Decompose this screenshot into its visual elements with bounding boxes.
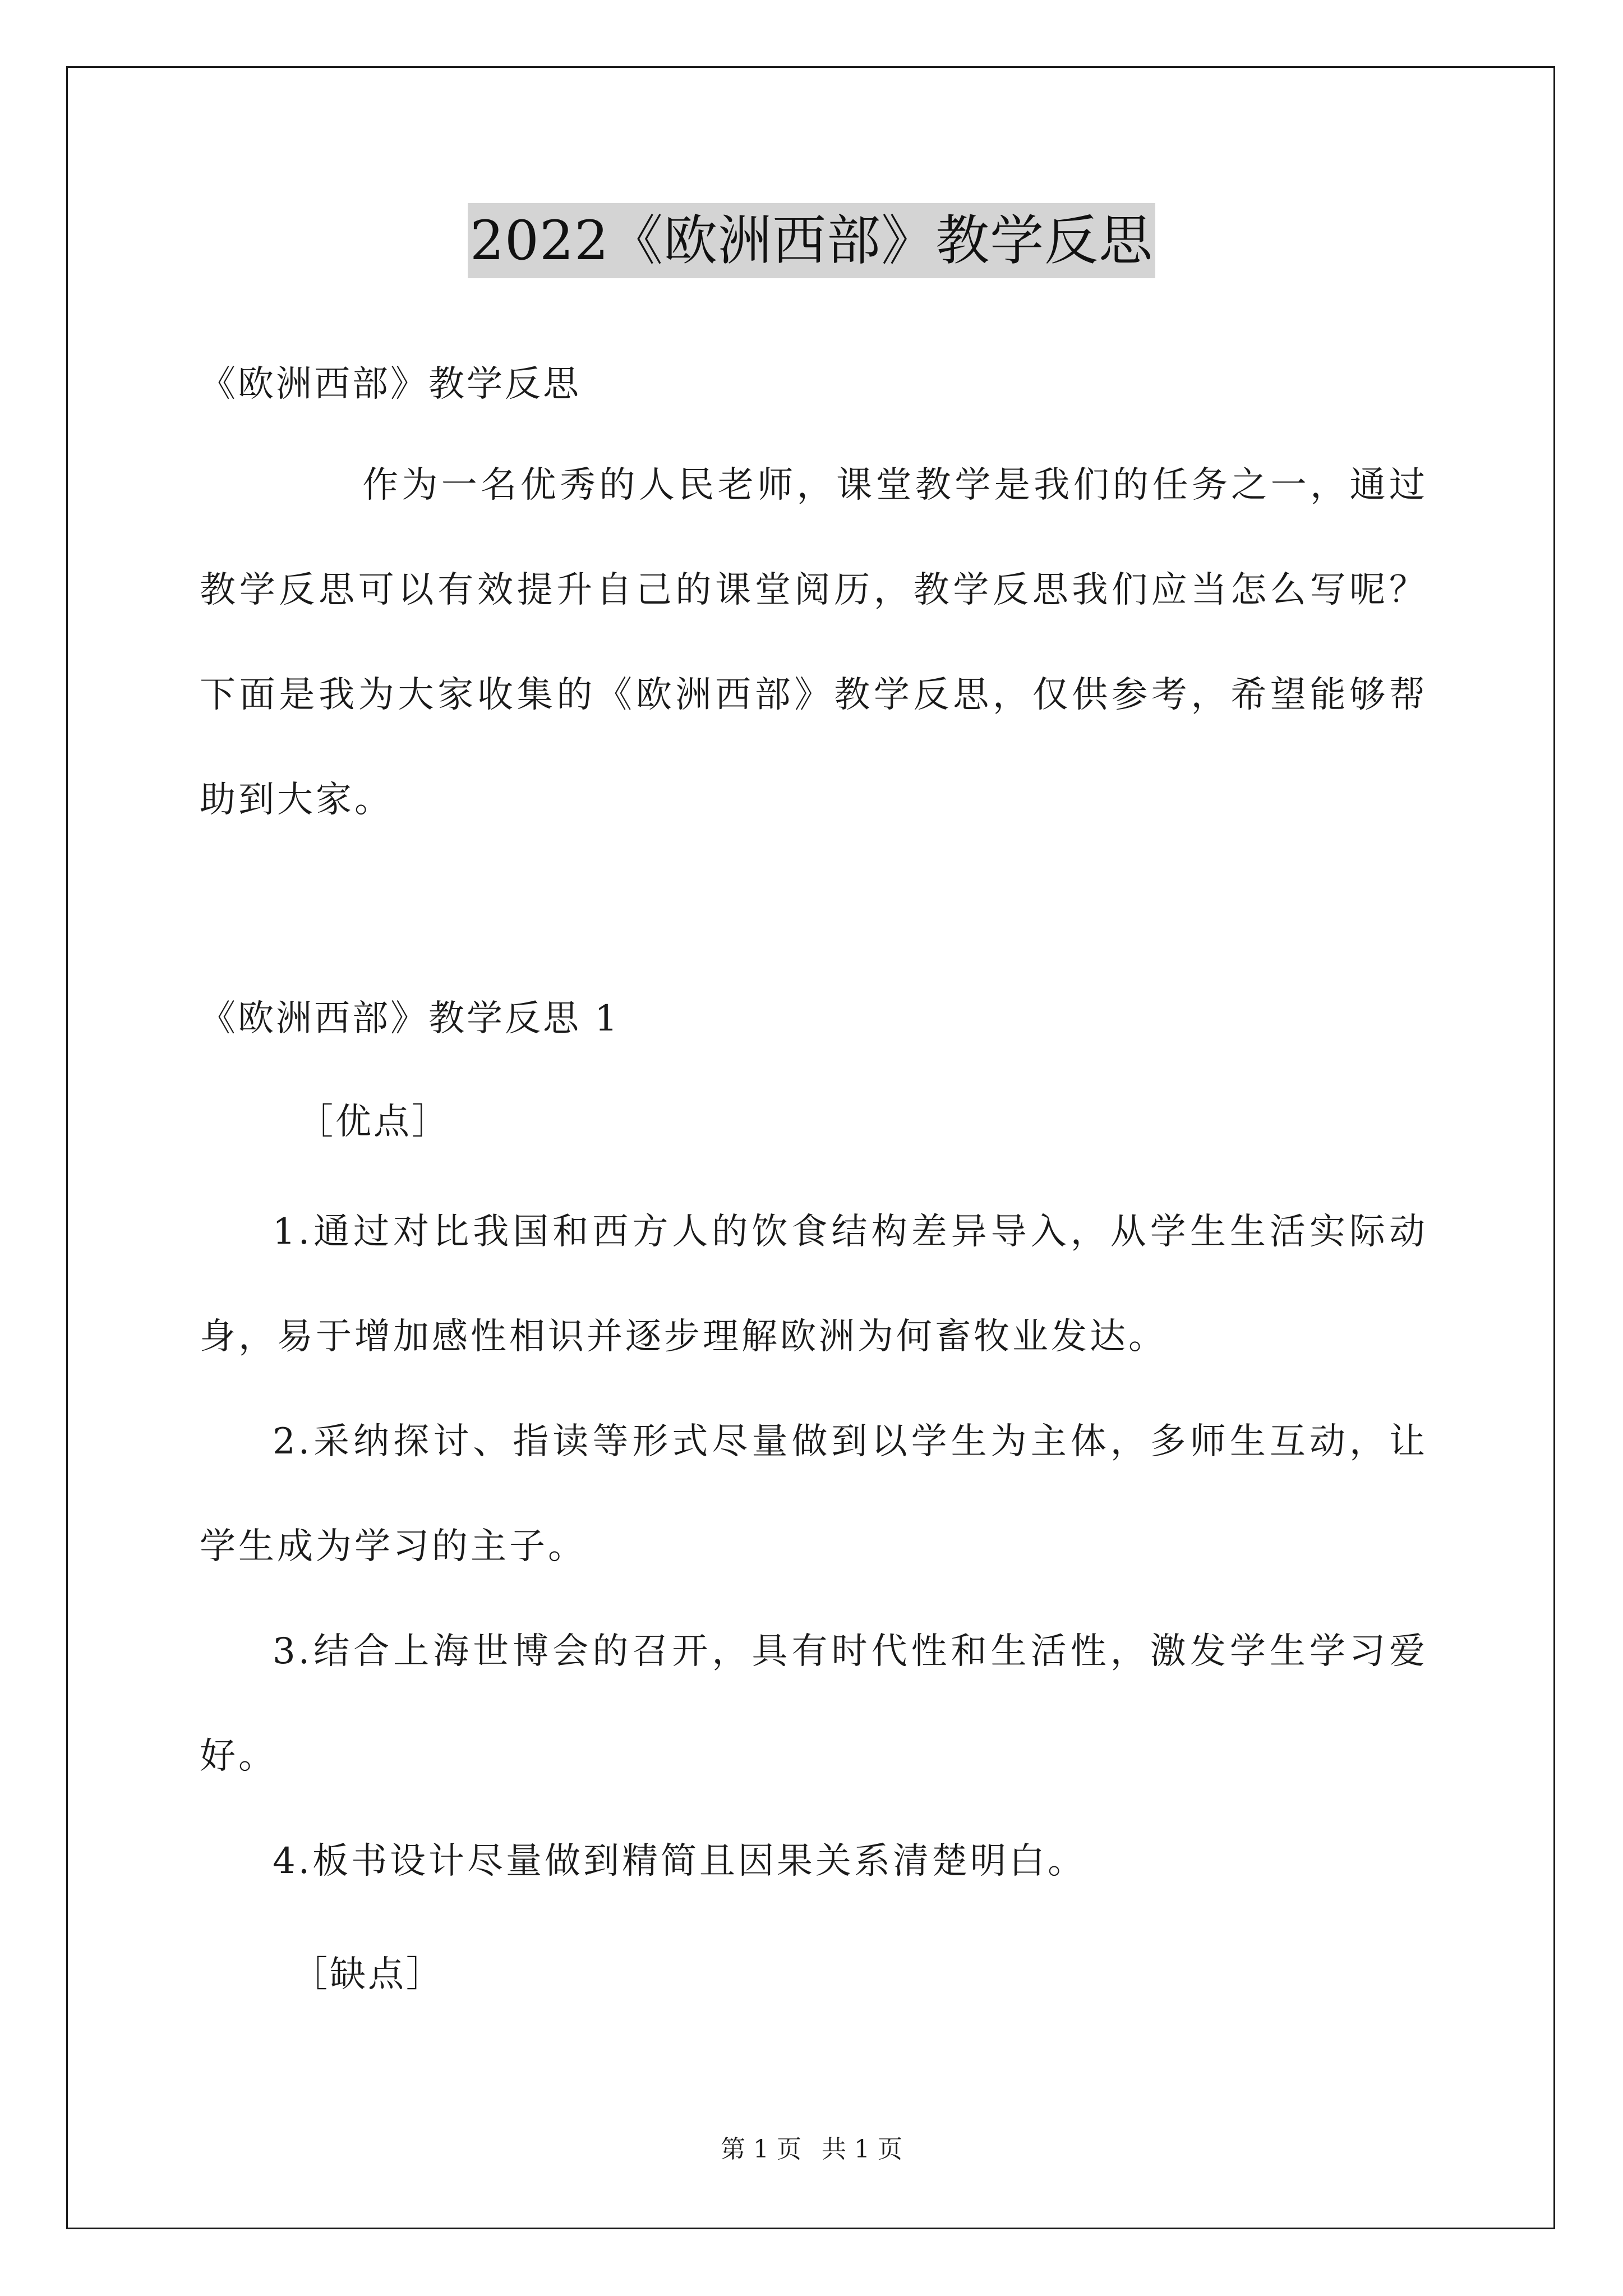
advantage-point-1: 1.通过对比我国和西方人的饮食结构差异导入，从学生生活实际动身，易于增加感性相识并逐步理解欧洲为何畜牧业发达。 <box>200 1211 1428 1358</box>
section-heading: 《欧洲西部》教学反思 1 <box>200 998 620 1039</box>
page-total: 共 1 页 <box>822 2135 902 2164</box>
title-container <box>0 203 1623 278</box>
intro-paragraph: 作为一名优秀的人民老师，课堂教学是我们的任务之一，通过教学反思可以有效提升自己的课堂阅历，教学反思我们应当怎么写呢？下面是我为大家收集的《欧洲西部》教学反思，仅供参考，希望能够帮助到大家。 <box>200 464 1428 821</box>
document-subtitle: 《欧洲西部》教学反思 <box>200 364 581 405</box>
document-title: 2022《欧洲西部》教学反思 <box>468 203 1155 278</box>
advantage-point-2: 2.采纳探讨、指读等形式尽量做到以学生为主体，多师生互动，让学生成为学习的主子。 <box>200 1421 1428 1567</box>
page-footer <box>0 2129 1623 2165</box>
advantage-point-3: 3.结合上海世博会的召开，具有时代性和生活性，激发学生学习爱好。 <box>200 1631 1428 1777</box>
page-number: 第 1 页 <box>721 2135 801 2164</box>
advantages-label: ［优点］ <box>297 1101 450 1143</box>
disadvantages-label: ［缺点］ <box>292 1954 444 1995</box>
advantage-point-4: 4.板书设计尽量做到精简且因果关系清楚明白。 <box>273 1841 1087 1882</box>
